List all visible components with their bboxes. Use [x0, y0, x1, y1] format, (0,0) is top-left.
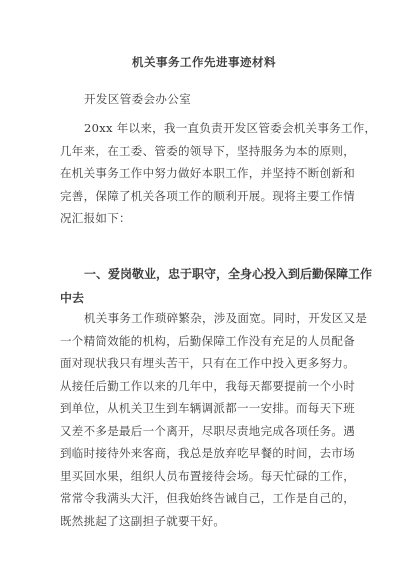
paragraph-line: 20xx 年以来，我一直负责开发区管委会机关事务工作，	[84, 121, 377, 135]
body-paragraph	[60, 307, 368, 532]
paragraph-line: 面对现状我只有埋头苦干，只有在工作中投入更多努力。	[60, 356, 355, 370]
paragraph-line: 从接任后勤工作以来的几年中，我每天都要提前一个小时	[60, 378, 355, 393]
paragraph-line: 完善，保障了机关各项工作的顺利开展。现将主要工作情	[60, 188, 355, 203]
intro-paragraph	[60, 117, 377, 230]
paragraph-line: 到临时接待外来客商，我总是放弃吃早餐的时间，去市场	[60, 446, 355, 460]
heading-line: 中去	[60, 291, 85, 305]
paragraph-line: 几年来，在工委、管委的领导下，坚持服务为本的原则，	[60, 143, 355, 158]
paragraph-line: 到单位，从机关卫生到车辆调派都一一安排。而每天下班	[60, 401, 355, 415]
paragraph-line: 一个精简效能的机构，后勤保障工作没有充足的人员配备	[60, 333, 355, 348]
paragraph-line: 在机关事务工作中努力做好本职工作，并坚持不断创新和	[60, 166, 355, 180]
section-heading	[60, 262, 373, 310]
paragraph-line: 机关事务工作琐碎繁杂，涉及面宽。同时，开发区又是	[84, 311, 368, 325]
paragraph-line: 况汇报如下：	[60, 211, 131, 225]
paragraph-line: 既然挑起了这副担子就要干好。	[60, 513, 226, 528]
issuing-organization: 开发区管委会办公室	[84, 92, 192, 106]
paragraph-line: 常常令我满头大汗，但我始终告诫自己，工作是自己的，	[60, 491, 355, 505]
document-title: 机关事务工作先进事迹材料	[132, 55, 276, 69]
paragraph-line: 里买回水果，组织人员布置接待会场。每天忙碌的工作，	[60, 468, 355, 483]
heading-line: 一、爱岗敬业，忠于职守，全身心投入到后勤保障工作	[84, 267, 373, 281]
paragraph-line: 又差不多是最后一个离开，尽职尽责地完成各项任务。遇	[60, 423, 355, 438]
